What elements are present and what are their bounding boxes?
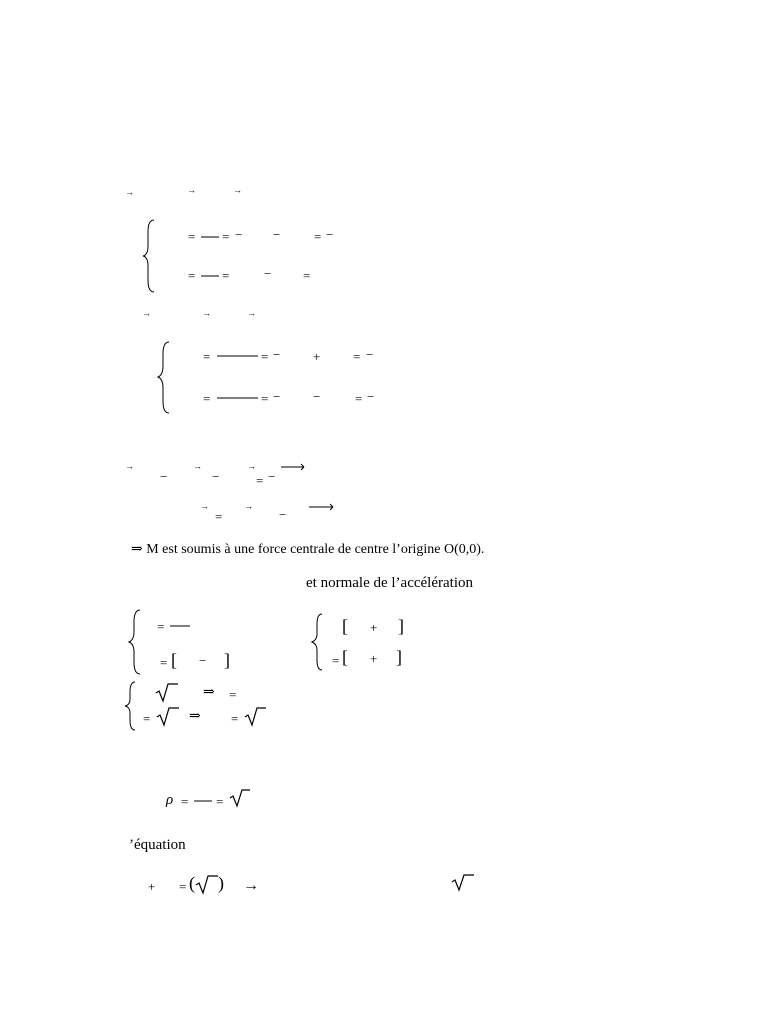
minus-sign: − — [268, 469, 276, 484]
right-bracket: ] — [224, 650, 230, 670]
equals-sign: = — [355, 391, 363, 406]
equals-sign: = — [261, 349, 269, 364]
left-bracket: [ — [342, 616, 348, 636]
plus-sign: + — [370, 620, 378, 635]
equals-sign: = — [143, 711, 151, 726]
equals-sign: = — [314, 229, 322, 244]
equals-sign: = — [222, 268, 230, 283]
vector-arrow: → — [125, 461, 134, 471]
equals-sign: = — [203, 391, 211, 406]
equals-sign: = — [215, 509, 223, 524]
acceleration-heading: et normale de l’accélération — [306, 575, 473, 591]
equals-sign: = — [188, 229, 196, 244]
minus-sign: − — [264, 266, 272, 281]
sqrt-sign — [452, 875, 474, 890]
sqrt-sign — [196, 876, 218, 893]
equals-sign: = — [157, 619, 165, 634]
right-bracket: ] — [396, 647, 402, 667]
equals-sign: = — [181, 794, 189, 809]
minus-sign: − — [367, 389, 375, 404]
vector-arrow: → — [247, 308, 256, 318]
equals-sign: = — [261, 391, 269, 406]
equals-sign: = — [231, 711, 239, 726]
sqrt-sign — [230, 790, 250, 806]
brace-system-1 — [143, 220, 154, 292]
minus-sign: − — [326, 227, 334, 242]
left-bracket: [ — [171, 650, 177, 670]
implies-arrow: ⇒ — [189, 709, 201, 724]
equals-sign: = — [222, 229, 230, 244]
plus-sign: + — [370, 651, 378, 666]
vector-arrow: → — [142, 308, 151, 318]
equals-sign: = — [229, 687, 237, 702]
plus-sign: + — [148, 879, 156, 894]
minus-sign: − — [235, 227, 243, 242]
equals-sign: = — [332, 653, 340, 668]
equals-sign: = — [353, 349, 361, 364]
sqrt-sign — [245, 708, 266, 725]
vector-arrow: → — [193, 461, 202, 471]
sqrt-sign — [156, 684, 178, 701]
plus-sign: + — [313, 349, 321, 364]
sqrt-sign — [157, 708, 179, 725]
right-bracket: ] — [398, 616, 404, 636]
equation-label: ’équation — [129, 837, 186, 853]
equals-sign: = — [216, 794, 224, 809]
brace-system-5 — [125, 682, 135, 730]
brace-system-3 — [129, 610, 140, 674]
left-paren: ( — [189, 873, 195, 893]
brace-system-4 — [312, 614, 322, 670]
vector-arrow: → — [244, 501, 253, 511]
minus-sign: − — [212, 469, 220, 484]
minus-sign: − — [199, 653, 207, 668]
brace-system-2 — [158, 342, 169, 413]
implies-arrow: ⇒ — [203, 685, 215, 700]
minus-sign: − — [160, 469, 168, 484]
equals-sign: = — [179, 879, 187, 894]
vector-arrow: → — [200, 501, 209, 511]
equals-sign: = — [256, 473, 264, 488]
central-force-statement: ⇒ M est soumis à une force centrale de centre l’origine O(0,0). — [131, 542, 485, 557]
equals-sign: = — [203, 349, 211, 364]
equals-sign: = — [303, 268, 311, 283]
vector-arrow: → — [125, 187, 134, 197]
minus-sign: − — [273, 227, 281, 242]
vector-arrow: → — [202, 308, 211, 318]
minus-sign: − — [273, 389, 281, 404]
minus-sign: − — [366, 347, 374, 362]
vector-arrow: → — [233, 185, 242, 195]
minus-sign: − — [313, 389, 321, 404]
left-bracket: [ — [342, 647, 348, 667]
right-paren: ) — [218, 873, 224, 893]
minus-sign: − — [279, 507, 287, 522]
vector-arrow: → — [187, 185, 196, 195]
maps-to-arrow: → — [243, 877, 259, 894]
vector-arrow: → — [247, 461, 256, 471]
rho-symbol: ρ — [166, 792, 174, 808]
minus-sign: − — [273, 347, 281, 362]
equals-sign: = — [160, 655, 168, 670]
equals-sign: = — [188, 268, 196, 283]
